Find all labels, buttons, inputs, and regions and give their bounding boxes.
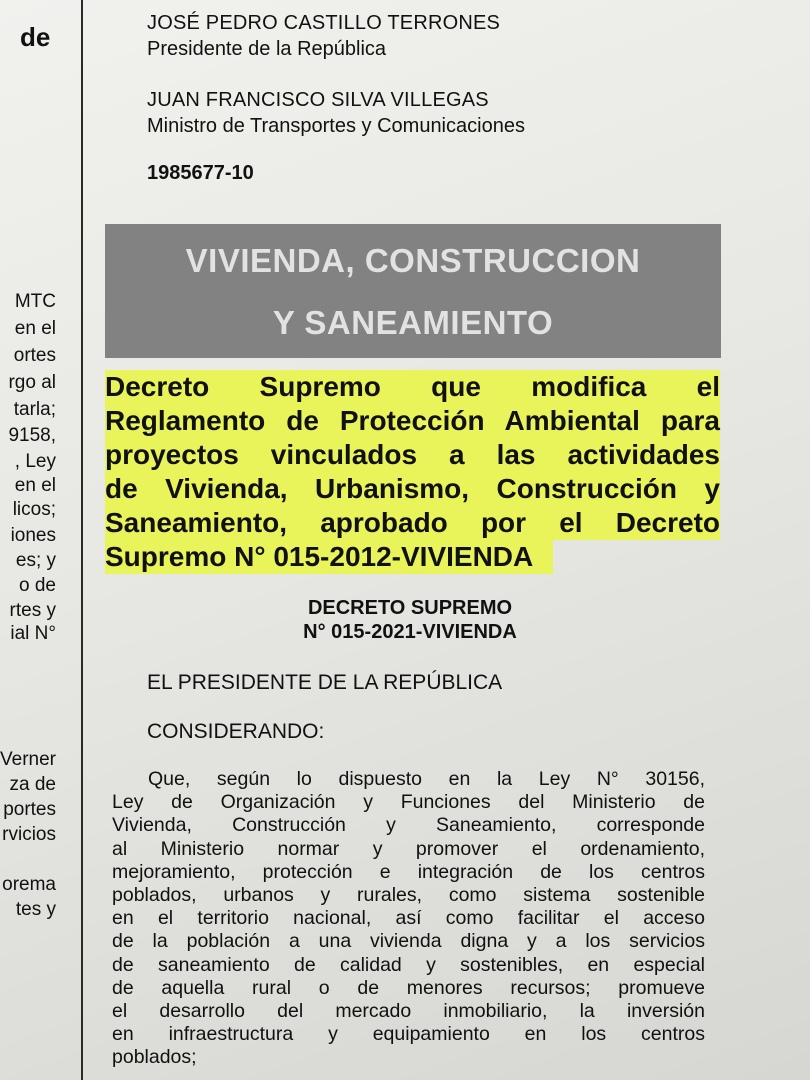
signatory-role: Ministro de Transportes y Comunicaciones [147, 115, 525, 137]
paragraph-line: Que, según lo dispuesto en la Ley N° 30156, [148, 768, 705, 790]
left-fragment: 9158, [8, 425, 56, 446]
left-fragment: Verner [0, 749, 56, 770]
paragraph-line: al Ministerio normar y promover el ordenamiento, [112, 837, 705, 860]
decree-title [105, 370, 720, 574]
left-fragment: za de [9, 774, 56, 795]
signature-president [147, 10, 500, 62]
paragraph-line: poblados; [112, 1046, 197, 1069]
decree-title-line: Reglamento de Protección Ambiental para [105, 405, 720, 436]
document-code: 1985677-10 [147, 162, 254, 184]
signatory-name: JOSÉ PEDRO CASTILLO TERRONES [147, 12, 501, 34]
decree-title-line: Saneamiento, aprobado por el Decreto [105, 507, 720, 538]
left-fragment: portes [3, 799, 56, 820]
paragraph-line: de saneamiento de calidad y sostenibles, en especial [112, 953, 705, 976]
decree-type: DECRETO SUPREMO [307, 597, 513, 619]
considerando-heading: CONSIDERANDO: [147, 720, 325, 743]
left-fragment: tes y [15, 899, 56, 920]
left-fragment: rtes y [9, 600, 56, 621]
left-fragment: es; y [15, 550, 56, 571]
body-paragraph [112, 768, 705, 1069]
signature-minister [147, 87, 525, 139]
left-fragment: en el [14, 475, 56, 496]
signatory-name: JUAN FRANCISCO SILVA VILLEGAS [147, 89, 489, 111]
decree-title-line: Supremo N° 015-2012-VIVIENDA [105, 540, 553, 574]
left-fragment: tarla; [13, 399, 56, 420]
section-banner-line: VIVIENDA, CONSTRUCCION [185, 242, 641, 279]
decree-title-line: de Vivienda, Urbanismo, Construcción y [105, 473, 720, 504]
president-line: EL PRESIDENTE DE LA REPÚBLICA [147, 671, 503, 694]
paragraph-line: en el territorio nacional, así como facilitar el acceso [112, 907, 705, 930]
decree-heading [255, 596, 565, 644]
paragraph-line: mejoramiento, protección e integración de los centros [112, 860, 705, 883]
left-fragment: orema [2, 874, 56, 895]
section-banner [105, 224, 721, 358]
section-banner-line: Y SANEAMIENTO [272, 304, 554, 341]
left-fragment: MTC [14, 291, 56, 312]
left-column-word: de [20, 22, 51, 52]
column-divider [81, 0, 83, 1080]
paragraph-line: poblados, urbanos y rurales, como sistema sostenible [112, 883, 705, 906]
paragraph-line: de la población a una vivienda digna y a los servicios [112, 930, 705, 953]
paragraph-line: el desarrollo del mercado inmobiliario, la inversión [112, 999, 705, 1022]
left-fragment: rvicios [2, 824, 56, 845]
decree-number: N° 015-2021-VIVIENDA [303, 621, 517, 643]
paragraph-line: Vivienda, Construcción y Saneamiento, corresponde [112, 814, 705, 837]
paragraph-line: Ley de Organización y Funciones del Ministerio de [112, 791, 705, 814]
signatory-role: Presidente de la República [147, 38, 387, 60]
left-fragment: ortes [13, 345, 56, 366]
left-fragment: iones [10, 525, 56, 546]
left-fragment: rgo al [8, 372, 56, 393]
left-fragment: o de [19, 575, 56, 596]
left-fragment: licos; [12, 499, 56, 520]
paragraph-line: de aquella rural o de menores recursos; promueve [112, 976, 705, 999]
paragraph-line: en infraestructura y equipamiento en los centros [112, 1023, 705, 1046]
decree-title-line: proyectos vinculados a las actividades [105, 439, 720, 470]
decree-title-line: Decreto Supremo que modifica el [105, 371, 720, 402]
left-fragment: , Ley [14, 451, 56, 472]
left-fragment: en el [14, 318, 56, 339]
left-column-fragment [0, 0, 78, 1080]
left-fragment: ial N° [10, 623, 56, 644]
